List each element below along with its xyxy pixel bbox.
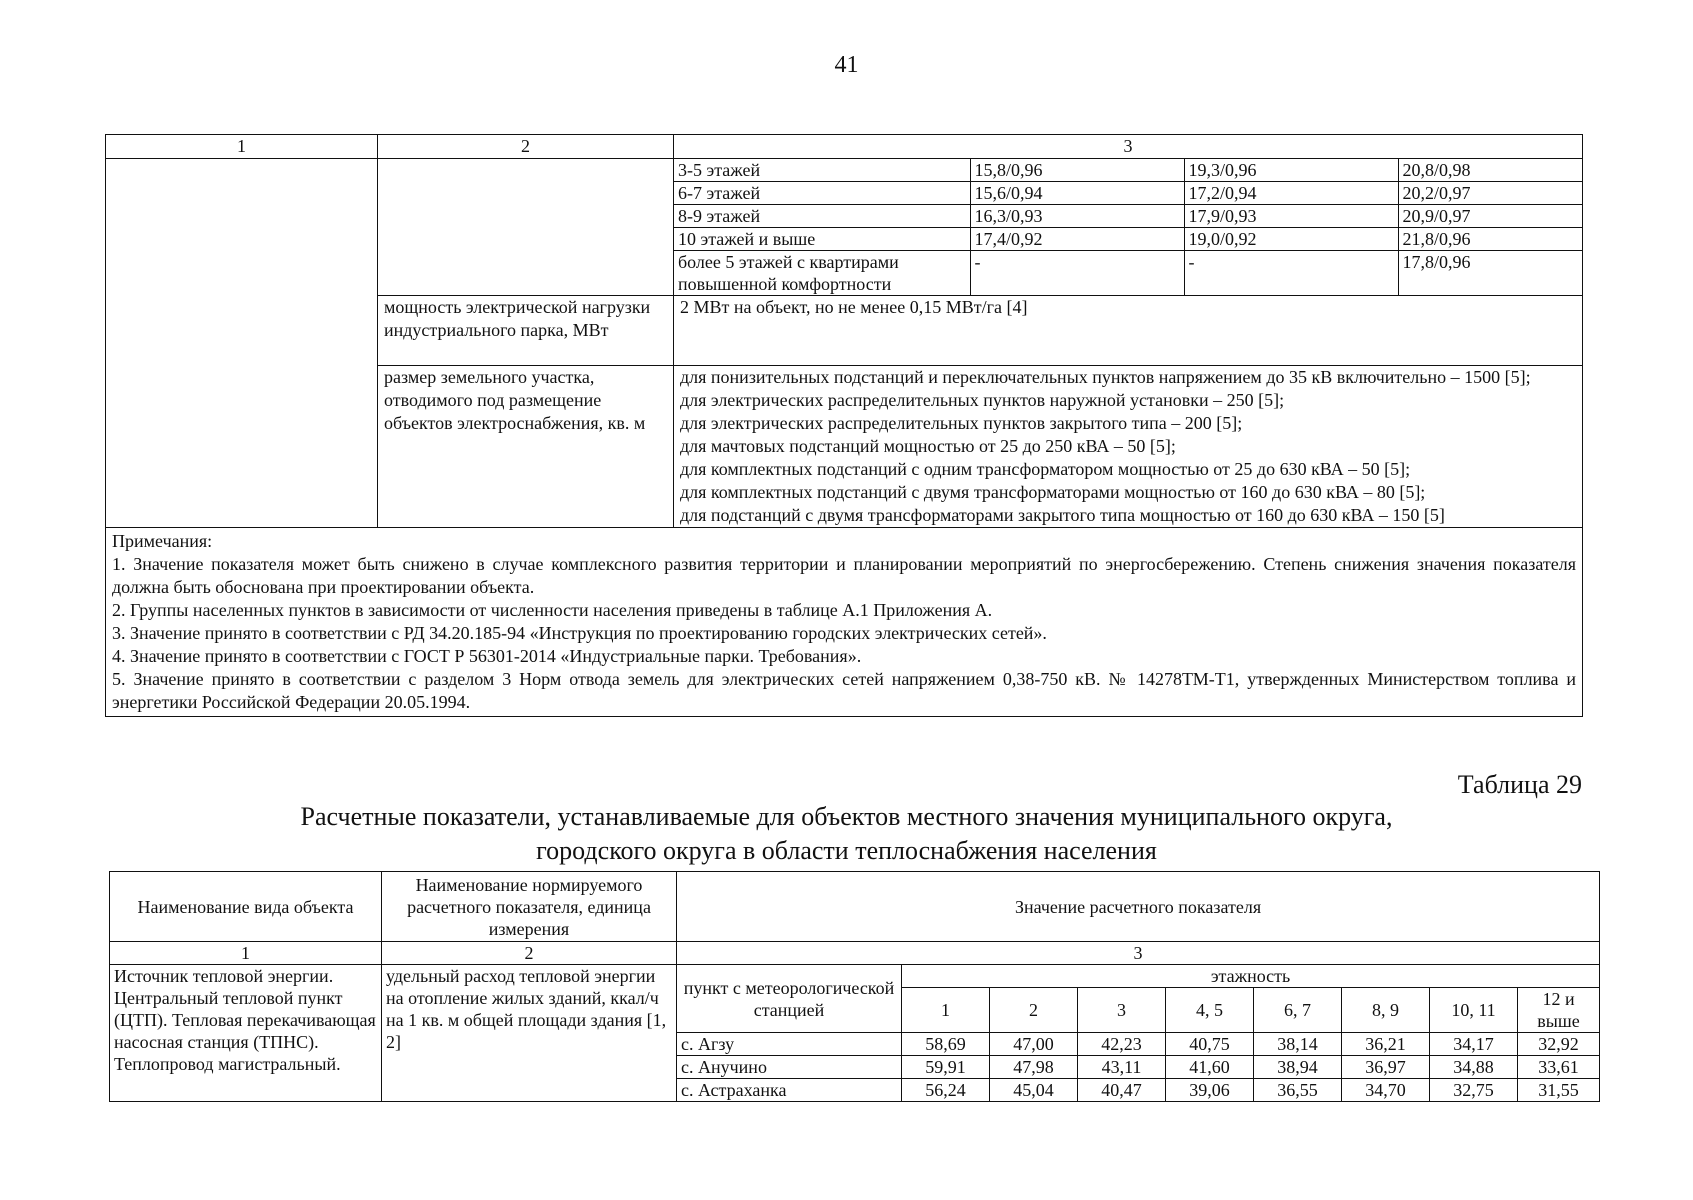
floor-value: 17,2/0,94 (1184, 182, 1398, 205)
note-item: 3. Значение принято в соответствии с РД 34.20.185-94 «Инструкция по проектированию городских электрических сетей». (112, 623, 1047, 643)
power-label: мощность электрической нагрузки индустриального парка, МВт (378, 296, 674, 366)
heat-value: 43,11 (1078, 1056, 1166, 1079)
heat-table (109, 871, 1600, 1102)
floor-value: 20,9/0,97 (1398, 205, 1582, 228)
floor-value: 15,8/0,96 (970, 159, 1184, 182)
heat-value: 33,61 (1518, 1056, 1600, 1079)
heat-value: 34,17 (1430, 1033, 1518, 1056)
heat-value: 36,55 (1254, 1079, 1342, 1102)
head-object-name: Наименование вида объекта (110, 872, 382, 942)
power-value: 2 МВт на объект, но не менее 0,15 МВт/га [4] (674, 296, 1583, 366)
floor-value: 17,8/0,96 (1398, 251, 1582, 296)
heat-value: 56,24 (902, 1079, 990, 1102)
floor-value: 17,9/0,93 (1184, 205, 1398, 228)
heat-value: 59,91 (902, 1056, 990, 1079)
station-name: с. Анучино (677, 1056, 902, 1079)
notes-cell (106, 528, 1583, 717)
floor-row (674, 159, 1582, 182)
floor-label: 3-5 этажей (674, 159, 970, 182)
col-number-2: 2 (382, 942, 677, 965)
floor-value: 15,6/0,94 (970, 182, 1184, 205)
land-value-line: для электрических распределительных пунктов наружной установки – 250 [5]; (680, 390, 1285, 410)
floor-value: 19,3/0,96 (1184, 159, 1398, 182)
caption-line: городского округа в области теплоснабжения населения (536, 836, 1157, 865)
station-name: с. Астраханка (677, 1079, 902, 1102)
table-header-row (106, 135, 1583, 159)
heat-value: 40,47 (1078, 1079, 1166, 1102)
heat-value: 34,88 (1430, 1056, 1518, 1079)
head-indicator: Наименование нормируемого расчетного показателя, единица измерения (382, 872, 677, 942)
floors-header: этажность (902, 965, 1600, 988)
object-name: Источник тепловой энергии. Центральный тепловой пункт (ЦТП). Тепловая перекачивающая насосная станция (ТПНС). Теплопровод магистральный. (110, 965, 382, 1102)
floor-row (674, 205, 1582, 228)
heat-value: 47,00 (990, 1033, 1078, 1056)
land-value-line: для электрических распределительных пунктов закрытого типа – 200 [5]; (680, 413, 1243, 433)
empty-cell (378, 159, 674, 296)
heat-value: 58,69 (902, 1033, 990, 1056)
land-label: размер земельного участка, отводимого под размещение объектов электроснабжения, кв. м (378, 366, 674, 528)
station-name: с. Агзу (677, 1033, 902, 1056)
floor-row (674, 251, 1582, 296)
station-header: пункт с метеорологической станцией (677, 965, 902, 1033)
note-item: 2. Группы населенных пунктов в зависимости от численности населения приведены в таблице А.1 Приложения А. (112, 600, 993, 620)
heat-value: 32,75 (1430, 1079, 1518, 1102)
heat-value: 42,23 (1078, 1033, 1166, 1056)
note-item: 1. Значение показателя может быть снижено в случае комплексного развития территории и планировании мероприятий по энергосбережению. Степень снижения значения показателя должна быть обоснована при проектировании объекта. (112, 554, 1576, 597)
floor-value: 17,4/0,92 (970, 228, 1184, 251)
heat-value: 38,14 (1254, 1033, 1342, 1056)
heat-value: 39,06 (1166, 1079, 1254, 1102)
table-number-label: Таблица 29 (1457, 770, 1582, 799)
col-number-1: 1 (106, 135, 378, 159)
floor-label: 8-9 этажей (674, 205, 970, 228)
table-caption (0, 800, 1693, 868)
empty-cell (106, 159, 378, 528)
heat-value: 45,04 (990, 1079, 1078, 1102)
caption-line: Расчетные показатели, устанавливаемые для объектов местного значения муниципального округа, (300, 802, 1393, 831)
floor-values-table (674, 159, 1582, 295)
floor-column-header: 8, 9 (1342, 988, 1430, 1033)
floor-column-header: 2 (990, 988, 1078, 1033)
col-number-3: 3 (677, 942, 1600, 965)
indicator-name: удельный расход тепловой энергии на отопление жилых зданий, ккал/ч на 1 кв. м общей площади здания [1, 2] (382, 965, 677, 1102)
heat-value: 47,98 (990, 1056, 1078, 1079)
floor-value: 16,3/0,93 (970, 205, 1184, 228)
heat-value: 32,92 (1518, 1033, 1600, 1056)
floor-value: 20,8/0,98 (1398, 159, 1582, 182)
land-value-line: для комплектных подстанций с двумя трансформаторами мощностью от 160 до 630 кВА – 80 [5]; (680, 482, 1426, 502)
heat-value: 38,94 (1254, 1056, 1342, 1079)
floor-column-header: 6, 7 (1254, 988, 1342, 1033)
heat-value: 36,21 (1342, 1033, 1430, 1056)
land-values (674, 366, 1583, 528)
col-number-3: 3 (674, 135, 1583, 159)
floor-column-header: 3 (1078, 988, 1166, 1033)
heat-value: 31,55 (1518, 1079, 1600, 1102)
floor-label: 6-7 этажей (674, 182, 970, 205)
floor-column-header: 4, 5 (1166, 988, 1254, 1033)
floor-row (674, 182, 1582, 205)
heat-value: 40,75 (1166, 1033, 1254, 1056)
land-value-line: для комплектных подстанций с одним трансформатором мощностью от 25 до 630 кВА – 50 [5]; (680, 459, 1411, 479)
floor-value: - (1184, 251, 1398, 296)
land-value-line: для мачтовых подстанций мощностью от 25 до 250 кВА – 50 [5]; (680, 436, 1176, 456)
note-item: 4. Значение принято в соответствии с ГОСТ Р 56301-2014 «Индустриальные парки. Требования». (112, 646, 862, 666)
energy-table (105, 134, 1583, 717)
floor-value: - (970, 251, 1184, 296)
col-number-1: 1 (110, 942, 382, 965)
land-value-line: для понизительных подстанций и переключательных пунктов напряжением до 35 кВ включительно – 1500 [5]; (680, 367, 1531, 387)
page-number: 41 (834, 52, 859, 78)
head-value: Значение расчетного показателя (677, 872, 1600, 942)
floor-column-header: 1 (902, 988, 990, 1033)
floor-label: 10 этажей и выше (674, 228, 970, 251)
notes-title: Примечания: (112, 531, 213, 551)
heat-value: 34,70 (1342, 1079, 1430, 1102)
col-number-2: 2 (378, 135, 674, 159)
floor-value: 20,2/0,97 (1398, 182, 1582, 205)
floor-values-cell (674, 159, 1583, 296)
floor-value: 19,0/0,92 (1184, 228, 1398, 251)
heat-value: 41,60 (1166, 1056, 1254, 1079)
heat-value: 36,97 (1342, 1056, 1430, 1079)
floor-value: 21,8/0,96 (1398, 228, 1582, 251)
note-item: 5. Значение принято в соответствии с разделом 3 Норм отвода земель для электрических сетей напряжением 0,38-750 кВ. № 14278ТМ-Т1, утвержденных Министерством топлива и энергетики Российской Федерации 20.05.1994. (112, 669, 1576, 712)
land-value-line: для подстанций с двумя трансформаторами закрытого типа мощностью от 160 до 630 кВА – 150 [5] (680, 505, 1445, 525)
floor-column-header: 12 и выше (1518, 988, 1600, 1033)
floor-label: более 5 этажей с квартирами повышенной комфортности (674, 251, 970, 296)
floor-row (674, 228, 1582, 251)
floor-column-header: 10, 11 (1430, 988, 1518, 1033)
